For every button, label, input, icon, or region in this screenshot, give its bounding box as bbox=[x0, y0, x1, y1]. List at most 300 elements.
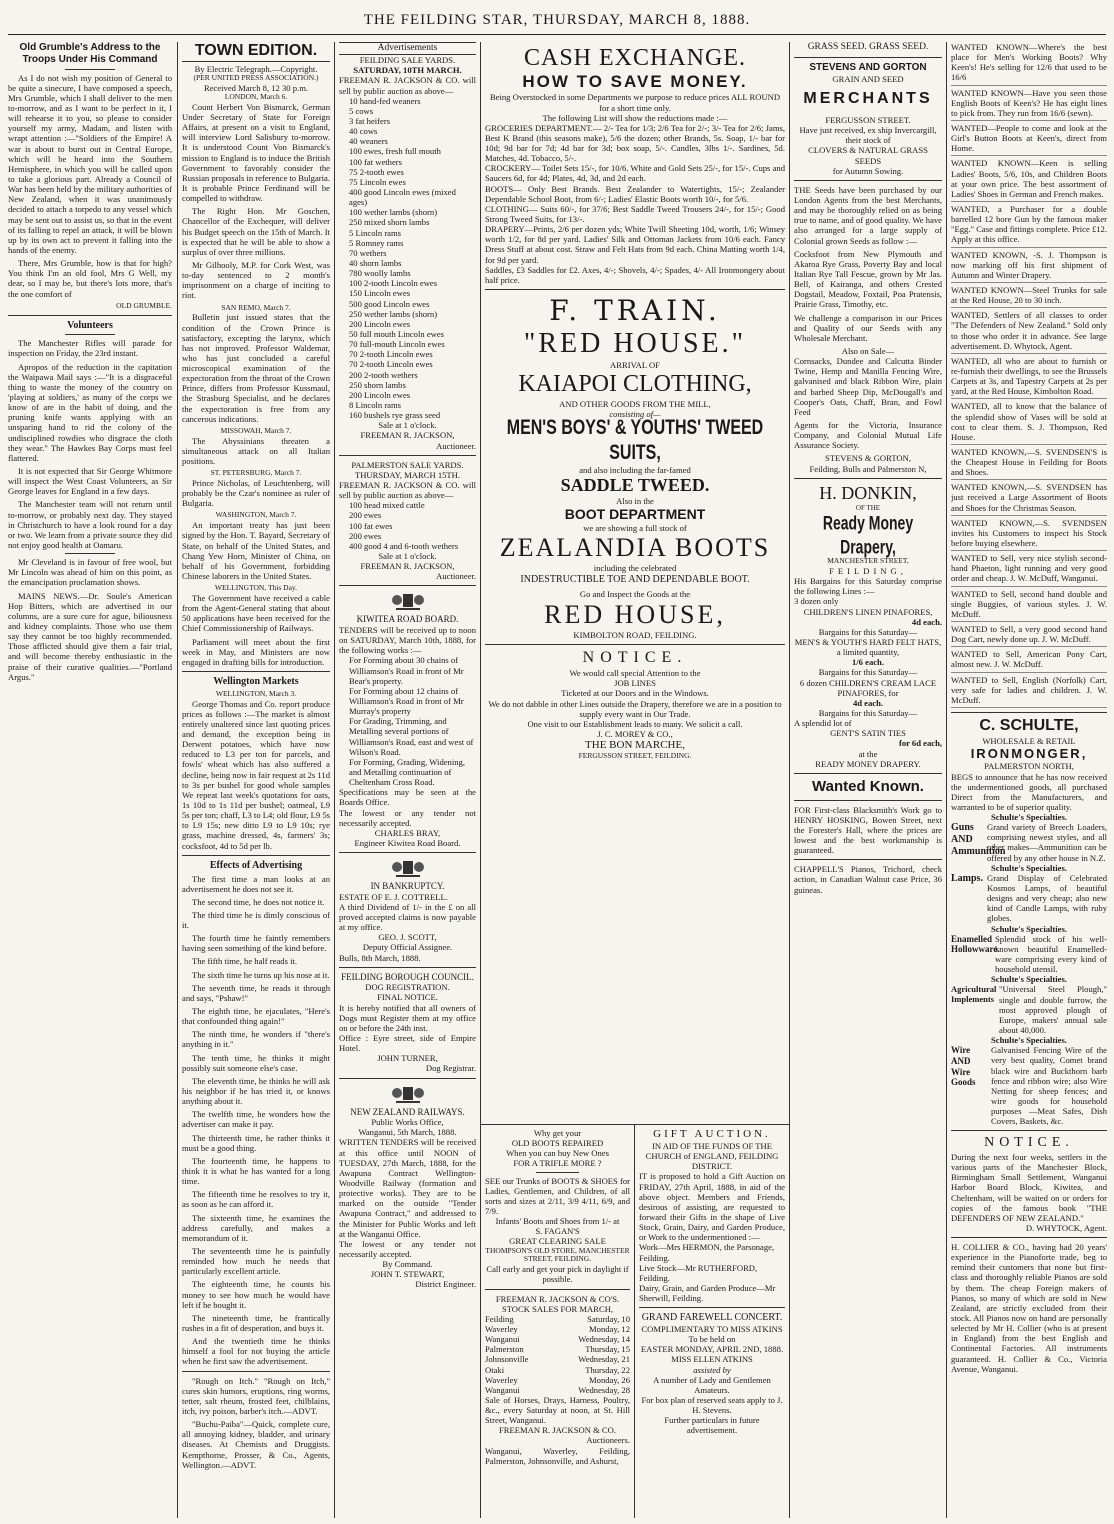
sale-item: 10 hand-fed weaners bbox=[349, 95, 421, 106]
fj-sale-row bbox=[485, 1334, 630, 1344]
divider bbox=[794, 859, 942, 860]
divider bbox=[65, 553, 114, 554]
news-paragraph: The Right Hon. Mr Goschen, Chancellor of the Exchequer, will deliver his Budget speech on the 15th of March. It is expected that he will be able to show a surplus of over three millions. bbox=[182, 206, 330, 257]
at-the: at the bbox=[858, 748, 878, 759]
fj-date: Wednesday, 21 bbox=[578, 1354, 630, 1365]
specialties: Schulte's Specialties. bbox=[991, 974, 1067, 985]
gift-title: GIFT AUCTION. bbox=[653, 1128, 771, 1140]
bargains: Bargains for this Saturday— bbox=[818, 667, 918, 678]
satin-ties: GENT'S SATIN TIES bbox=[830, 728, 906, 739]
fagan-sale: GREAT CLEARING SALE bbox=[509, 1236, 606, 1247]
sale-item: 200 Lincoln ewes bbox=[349, 389, 411, 400]
concert-plan: For box plan of reserved seats apply to J. H. Stevens. bbox=[641, 1395, 783, 1416]
price: 4d each. bbox=[911, 616, 942, 627]
sale-item: 70 wethers bbox=[349, 247, 387, 258]
notice-title: NOTICE. bbox=[582, 649, 688, 667]
notice-line: We do not dabble in other Lines outside the Drapery, therefore we are in a position to supply every want in Our Trade. bbox=[488, 698, 782, 719]
advertising-line: The seventeenth time he is painfully reminded how much he needs that particularly excellent article. bbox=[182, 1246, 330, 1277]
council-sign: JOHN TURNER, bbox=[377, 1053, 438, 1064]
ads-header: Advertisements bbox=[339, 42, 476, 55]
fj-date: Thursday, 22 bbox=[585, 1364, 630, 1375]
cash-exchange-subtitle: HOW TO SAVE MONEY. bbox=[522, 72, 748, 92]
fj-places: Wanganui, Waverley, Feilding, Palmerston, Johnsonville, and Ashurst, bbox=[485, 1445, 630, 1466]
notice-title: NOTICE. bbox=[984, 1135, 1074, 1151]
sg-places: Feilding, Bulls and Palmerston N, bbox=[809, 463, 927, 474]
railways-sub: Public Works Office, bbox=[371, 1117, 444, 1128]
sale-item: 50 full mouth Lincoln ewes bbox=[349, 329, 444, 339]
fj-place: Waverley bbox=[485, 1374, 518, 1385]
railways-text: WRITTEN TENDERS will be received at this office until NOON of TUESDAY, 27th March, 1888, for the Awapuna Contract Wellington-Woodville Railway (formation and protective works). They are to be marked on the outside "Tender Awapuna Contract," and addressed to the Minister for Public Works and left at the Wanganui Office. bbox=[339, 1137, 476, 1239]
fj-sale-row bbox=[485, 1375, 630, 1385]
masthead bbox=[0, 0, 1114, 40]
fagan-name: S. FAGAN'S bbox=[535, 1226, 580, 1237]
cash-groceries: GROCERIES DEPARTMENT.— 2/- Tea for 1/3; 2/6 Tea for 2/-; 3/- Tea for 2/6; Jams, Best K Brand (this seasons make), 5/6 the dozen; other Brands, 5s. Soap, 1/- bar for 10d; 9d bar for 7d; 4d bar for 3d; box soap, 5/-. Candles, 3lbs 1/-. Sardines, 5d. Matches, 4d. Tobacco, 5/-. bbox=[485, 122, 785, 164]
bankruptcy-sign: GEO. J. SCOTT, bbox=[378, 932, 437, 943]
gift-stock: Live Stock—Mr RUTHERFORD, Feilding. bbox=[639, 1262, 758, 1283]
autumn: for Autumn Sowing. bbox=[832, 165, 904, 176]
kiwitea-spec: Specifications may be seen at the Boards Office. bbox=[339, 787, 476, 808]
column-advertisements bbox=[339, 42, 476, 1518]
fj-text: Sale of Horses, Drays, Harness, Poultry, &c., every Saturday at noon, at St. Hill Street, Wanganui. bbox=[485, 1394, 630, 1426]
donkin-name: H. DONKIN, bbox=[819, 482, 917, 503]
dateline: SAN REMO, March 7. bbox=[221, 302, 291, 312]
column-rule bbox=[634, 1124, 635, 1518]
kaiapoi-clothing: KAIAPOI CLOTHING, bbox=[518, 371, 752, 398]
news-paragraph: Bulletin just issued states that the condition of the Crown Prince is satisfactory, excepting the larynx, which has not improved. Professor Waldemar, who has just concluded a careful microscopical examination of the expectoration from the throat of the Crown Prince, differs from Professor Kussmaul, the Strasburg Specialist, and he declares the expectoration is free from any cancerous indications. bbox=[182, 312, 330, 424]
council-title: FEILDING BOROUGH COUNCIL. bbox=[341, 971, 474, 982]
divider bbox=[794, 800, 942, 801]
kiwitea-title: KIWITEA ROAD BOARD. bbox=[356, 614, 459, 625]
divider bbox=[480, 1124, 790, 1125]
advertising-line: The sixth time he turns up his nose at it. bbox=[192, 969, 330, 980]
misc-paragraph: MAINS NEWS.—Dr. Soule's American Hop Bitters, which are advertised in our columns, are a sure cure for ague, biliousness and kidney complaints. Those who use them say they cannot be too highly recommended. Those afflicted should give them a fair trial, and will become thereby enthusiastic in the praise of their curative qualities.—"Portland Argus." bbox=[8, 590, 172, 682]
wanted-ad: WANTED to Sell, second hand double and single Buggies, of various styles. J. W. McDuff. bbox=[951, 589, 1107, 622]
wanted-ad: WANTED KNOWN—Keen is selling Ladies' Boots, 5/6, 10s, and Children Boots at your own price. The best assortment of Ladies' Shoes in German and French makes. bbox=[951, 158, 1107, 202]
royal-crest-icon bbox=[388, 1083, 428, 1105]
advertising-line: And the twentieth time he thinks himself a fool for not buying the article when he first saw the advertisement. bbox=[182, 1336, 330, 1367]
advertising-line: The twelfth time, he wonders how the advertiser can make it pay. bbox=[182, 1109, 330, 1130]
divider bbox=[339, 1078, 476, 1079]
concert-further: Further particulars in future advertisement. bbox=[664, 1415, 760, 1436]
wanted-ad: WANTED to Sell, English (Norfolk) Cart, very safe for ladies and children. J. W. McDuff. bbox=[951, 675, 1107, 708]
wanted-ad: WANTED KNOWN, -S. J. Thompson is now marking off his first shipment of Autumn and Winter Drapery. bbox=[951, 250, 1107, 283]
concert-assisted: assisted by bbox=[693, 1364, 731, 1375]
pinafores: CHILDREN'S LINEN PINAFORES, bbox=[803, 606, 933, 617]
divider bbox=[639, 1307, 785, 1308]
council-sub: DOG REGISTRATION. bbox=[365, 982, 450, 993]
goods-at: Go and Inspect the Goods at the bbox=[579, 589, 691, 600]
gift-work: Work—Mrs HERMON, the Parsonage, Feilding. bbox=[639, 1242, 775, 1263]
kiwitea-item: For Forming, Grading, Widening, and Metalling continuation of Cheltenham Cross Road. bbox=[349, 756, 465, 788]
fj-sale-row bbox=[485, 1344, 630, 1354]
fj-place: Waverley bbox=[485, 1323, 518, 1334]
railways-title: NEW ZEALAND RAILWAYS. bbox=[350, 1106, 465, 1117]
cash-exchange-title: CASH EXCHANGE. bbox=[523, 45, 746, 71]
council-text: It is hereby notified that all owners of Dogs must Register them at my office on or before the 24th inst. bbox=[339, 1002, 476, 1033]
fagan-call: Call early and get your pick in daylight if possible. bbox=[486, 1264, 629, 1285]
merchants: MERCHANTS bbox=[803, 90, 933, 108]
sale-item: 75 Lincoln ewes bbox=[349, 176, 406, 187]
divider bbox=[794, 180, 942, 181]
column-rule bbox=[177, 42, 178, 1518]
sale-date: SATURDAY, 10TH MARCH. bbox=[353, 65, 462, 76]
advertising-line: The eighth time, he ejaculates, "Here's that confounded thing again!" bbox=[182, 1006, 330, 1027]
wanted-ads-list bbox=[951, 42, 1107, 708]
clovers: CLOVERS & NATURAL GRASS SEEDS bbox=[808, 145, 928, 166]
fj-place: Otaki bbox=[485, 1364, 505, 1375]
felt-hats: MEN'S & YOUTH'S HARD FELT HATS, a limited quantity, bbox=[794, 637, 942, 658]
royal-crest-icon bbox=[388, 857, 428, 879]
fj-place: Johnsonville bbox=[485, 1354, 529, 1365]
wanted-ad: WANTED KNOWN,—S. SVENDSEN has just received a Large Assortment of Boots and Shoes for the Christmas Season. bbox=[951, 482, 1107, 515]
fj-date: Monday, 12 bbox=[589, 1323, 630, 1334]
of-the: OF THE bbox=[855, 503, 881, 512]
bankruptcy-text: A third Dividend of 1/- in the £ on all proved accepted claims is now payable at my office. bbox=[339, 901, 476, 933]
article-paragraph: There, Mrs Grumble, how is that for high? You think I'm an old fool, Mrs G Well, my dear, so I may be, but there's lots more, that's the one comfort of bbox=[8, 258, 172, 299]
column-rule bbox=[789, 42, 790, 1518]
arrival: ARRIVAL OF bbox=[610, 360, 660, 371]
volunteers-paragraph: The Manchester team will not return until to-morrow, or probably next day. They stayed in Christchurch to have a look round for a day or two. We learn from a private source they did not enjoy good health at Oamaru. bbox=[8, 499, 172, 550]
also-in: Also in the bbox=[616, 495, 654, 506]
gift-aid: IN AID OF THE FUNDS OF THE CHURCH of ENGLAND, FEILDING DISTRICT. bbox=[645, 1140, 779, 1172]
guns-label: Guns AND Ammunition bbox=[951, 822, 1006, 857]
advertising-line: The fifth time, he half reads it. bbox=[192, 956, 297, 967]
fj-date: Wednesday, 14 bbox=[578, 1334, 630, 1345]
cash-boots: BOOTS— Only Best Brands. Best Zealander to Watertights, 15/-; Zealander Dependable School Boot, from 6/-; Ladies' Elastic Boots worth 10/-, for 5/6. bbox=[485, 183, 785, 204]
wanted-ad: WANTED KNOWN—Steel Trunks for sale at the Red House, 20 to 30 inch. bbox=[951, 285, 1107, 308]
bargains: Bargains for this Saturday— bbox=[818, 626, 918, 637]
sale-title: FEILDING SALE YARDS. bbox=[359, 55, 456, 66]
mill: AND OTHER GOODS FROM THE MILL, bbox=[559, 398, 711, 409]
kiwitea-sign: CHARLES BRAY, bbox=[374, 827, 441, 838]
column-stevens-donkin bbox=[794, 42, 942, 1518]
cocksfoot: Cocksfoot from New Plymouth and Akaroa Rye Grass, Poverty Bay and local Italian Rye Tall Fescue, grown by Mr Jas. Bell, of Kairanga, and others Crested Dogstail, Meadow, Foxtail, Poa Pratensis, Prairie Grass, Timothy, etc. bbox=[794, 248, 942, 310]
divider bbox=[339, 967, 476, 968]
markets-paragraph: George Thomas and Co. report produce prices as follows :—The market is almost entirely unaltered since last quoting prices and demand, the exception being in Derwent potatoes, which have now reduced to L3 per ton for parcels, and fowls' wheat which has also suffered a decline, being now in fair request at 2s 11d to 3s per bushel for good whole samples We repeat last week's quotations for oats, 1s 10d to 1s 11d per bushel; oatmeal, L9 5s per ton; chaff, L3 to L4; old flour, L9 5s to L9 15s; new ditto L9 to L9 10s; rye grass, machine dressed, 4s, farmers' 3s; cocksfoot, 4d to 5d per lb. bbox=[182, 698, 330, 851]
council-role: Dog Registrar. bbox=[425, 1063, 476, 1074]
fj-place: Palmerston bbox=[485, 1344, 524, 1355]
schulte-agricultural bbox=[951, 984, 1107, 1035]
sale-item: 500 good Lincoln ewes bbox=[349, 298, 430, 309]
specialties: Schulte's Specialties. bbox=[991, 812, 1067, 823]
notice-sign: J. C. MOREY & CO., bbox=[597, 729, 673, 740]
column-grumble bbox=[8, 42, 172, 1518]
cash-intro: Being Overstocked in some Departments we purpose to reduce prices ALL ROUND for a short time only. bbox=[489, 92, 781, 113]
enamelled-label: Enamelled Hollowware. bbox=[951, 933, 1000, 955]
cream-pinafores: 6 dozen CHILDREN'S CREAM LACE PINAFORES, for bbox=[799, 677, 937, 698]
royal-crest-icon bbox=[388, 590, 428, 612]
advertising-line: The ninth time, he wonders if "there's anything in it." bbox=[182, 1029, 330, 1050]
bankruptcy-estate: ESTATE OF E. J. COTTRELL. bbox=[339, 891, 448, 902]
agency: (PER UNITED PRESS ASSOCIATION.) bbox=[193, 73, 319, 83]
advertising-line: The seventh time, he reads it through and says, "Pshaw!" bbox=[182, 982, 330, 1003]
news-paragraph: The Abyssinians threaten a simultaneous attack on all Italian positions. bbox=[182, 435, 330, 467]
dateline: MISSOWAH, March 7. bbox=[220, 425, 292, 435]
advertising-line: The fourteenth time, he happens to think it is what he has wanted for a long time. bbox=[182, 1155, 330, 1187]
guns-text: Grand variety of Breech Loaders, comprising newest styles, and all other makes—Ammunition can be offered by any other house in N.Z. bbox=[987, 822, 1107, 863]
buchu-paiba-ad: "Buchu-Paiba"—Quick, complete cure, all annoying kidney, bladder, and urinary diseases. At Chemists and Druggists. Kempthorne, Prosser, & Co., Agents, Wellington.—ADVT. bbox=[182, 1419, 330, 1470]
news-paragraph: Count Herbert Von Bismarck, German Under Secretary of State for Foreign Affairs, at present on a visit to England, will interview Lord Salisbury to-morrow. It is understood Count Von Bismarck's mission to England is to induce the British Government to favorably consider the Russian proposals in reference to Bulgaria. It is probable Prince Ferdinand will be compelled to withdraw. bbox=[182, 101, 330, 204]
sale-date: THURSDAY, MARCH 15TH. bbox=[354, 469, 461, 480]
sale-item: 100 fat ewes bbox=[349, 520, 393, 531]
divider bbox=[339, 852, 476, 853]
divider bbox=[794, 773, 942, 774]
kiwitea-item: For Grading, Trimming, and Metalling several portions of Williamson's Road, east and west of Wilson's Road. bbox=[349, 716, 474, 757]
stevens-gorton: STEVENS AND GORTON bbox=[809, 62, 927, 74]
sale-item: 8 Lincoln rams bbox=[349, 399, 402, 410]
sale-item: 100 head mixed cattle bbox=[349, 500, 425, 511]
advertising-line: The eleventh time, he thinks he will ask his neighbor if he has tried it, or knows anything about it. bbox=[182, 1075, 330, 1107]
fj-place: Wanganui bbox=[485, 1384, 520, 1395]
wholesale: WHOLESALE & RETAIL bbox=[982, 735, 1076, 746]
volunteers-title: Volunteers bbox=[67, 319, 113, 331]
centre-advertisements bbox=[485, 42, 785, 1118]
fagan-trifle: FOR A TRIFLE MORE ? bbox=[513, 1158, 602, 1169]
wanted-known-title: Wanted Known. bbox=[812, 777, 924, 795]
fagan-infants: Infants' Boots and Shoes from 1/- at bbox=[495, 1216, 620, 1227]
saddle-tweed: SADDLE TWEED. bbox=[560, 474, 710, 495]
cash-clothing: CLOTHING— Suits 60/-, for 37/6; Best Saddle Tweed Trousers 24/-, for 15/-; Good Strong Tweed Suits, for 13/-. bbox=[485, 203, 785, 225]
fagan-address: THOMPSON'S OLD STORE, MANCHESTER STREET, FEILDING. bbox=[485, 1245, 630, 1264]
specialties: Schulte's Specialties. bbox=[991, 923, 1067, 934]
sale-item: 3 fat heifers bbox=[349, 116, 391, 127]
dateline: WASHINGTON, March 7. bbox=[215, 510, 297, 520]
notice-sign: D. WHYTOCK, Agent. bbox=[1025, 1222, 1107, 1233]
volunteers-paragraph: Apropos of the reduction in the capitation the Waipawa Mail says :—"It is a disgraceful thing to waste the money of the country on 'playing at soldiers,' as many of the corps we know of are in the habit of doing, and the pruning knife wants applying with an unsparing hand to rid the colony of the undisciplined rowdies who disgrace the cloth they wear." The Hawkes Bay Corps must feel flattered. bbox=[8, 361, 172, 463]
column-rule bbox=[480, 42, 481, 1518]
cornsacks: Cornsacks, Dundee and Calcutta Binder Twine, Hemp and Manilla Fencing Wire, galvanised and black Ribbon Wire, plain and barbed Sheep Dip, McDougall's and Cooper's Oats, Chaff, Bran, and Fowl Feed bbox=[794, 356, 942, 417]
gift-dairy: Dairy, Grain, and Garden Produce—Mr Sherwill, Feilding. bbox=[639, 1282, 776, 1304]
sale-item: 400 good 4 and 6-tooth wethers bbox=[349, 540, 459, 551]
wanted-ad: WANTED to Sell, a very good second hand Dog Cart, newly done up. J. W. McDuff. bbox=[951, 624, 1107, 647]
kiwitea-lowest: The lowest or any tender not necessarily accepted. bbox=[339, 807, 476, 828]
divider bbox=[8, 315, 172, 316]
council-sub2: FINAL NOTICE. bbox=[377, 992, 438, 1003]
sale-intro: FREEMAN R. JACKSON & CO. will sell by public auction as above— bbox=[339, 75, 476, 96]
cash-crockery: CROCKERY— Toilet Sets 15/-, for 10/6. White and Gold Sets 25/-, for 15/-. Cups and Saucers 6d, for 4d; Plates, 4d, 3d, and 2d each. bbox=[485, 163, 785, 184]
fj-place: Wanganui bbox=[485, 1334, 520, 1345]
fagan-see: SEE our Trunks of BOOTS & SHOES for Ladies, Gentlemen, and Children, of all sorts and sizes at 2/11, 3/9 4/11, 6/9, and 7/9. bbox=[485, 1175, 630, 1216]
notice-text: During the next four weeks, settlers in the various parts of the Manchester Block, Birmingham Small Settlement, Wanganui Harbor Board Block, Kiwitea, and Cheltenham, will be waited on or orders for copies of the famous book "THE DEFENDERS OF NEW ZEALAND." bbox=[951, 1151, 1107, 1223]
sale-item: 100 2-tooth Lincoln ewes bbox=[349, 278, 438, 289]
sale-item: 40 shorn lambs bbox=[349, 258, 402, 269]
divider bbox=[485, 289, 785, 290]
sale-sign: FREEMAN R. JACKSON, bbox=[360, 430, 455, 441]
divider bbox=[951, 712, 1107, 713]
enamelled-text: Splendid stock of his well-known beautiful Enamelled-ware comprising every kind of household utensil. bbox=[995, 933, 1107, 975]
celebrated: including the celebrated bbox=[593, 563, 677, 574]
gift-text: IT is proposed to hold a Gift Auction on FRIDAY, 27th April, 1888, in aid of the above object. Members and Friends, desirous of assisting, are requested to forward their Gifts in the shape of Live Stock, Grain, Dairy, and Garden Produce, or Work to the undermentioned :— bbox=[639, 1171, 785, 1243]
divider bbox=[182, 855, 330, 856]
article-title: Old Grumble's Address to the Troops Under His Command bbox=[19, 42, 161, 65]
cash-list-intro: The following List will show the reductions made :— bbox=[542, 112, 728, 123]
divider bbox=[339, 585, 476, 586]
wanted-ad: WANTED KNOWN—Where's the best place for Men's Working Boots? Why Keen's! He's selling for 12/6 that used to be 16/6 bbox=[951, 42, 1107, 86]
wanted-ad: WANTED, all who are about to furnish or re-furnish their dwellings, to see the Brussels Carpets at 3s, and Tapestry Carpets at 2s per yard, at the Red House, Kimbolton Road. bbox=[951, 356, 1107, 400]
kiwitea-role: Engineer Kiwitea Road Board. bbox=[354, 837, 461, 848]
advertising-line: The fifteenth time he resolves to try it, as soon as he can afford it. bbox=[182, 1189, 330, 1210]
sale-item: 5 Lincoln rams bbox=[349, 227, 402, 238]
sale-item: 780 woolly lambs bbox=[349, 268, 411, 279]
sg-sign: STEVENS & GORTON, bbox=[825, 453, 911, 464]
sale-item: 200 ewes bbox=[349, 510, 382, 521]
sale-item: 160 bushels rye grass seed bbox=[349, 410, 441, 421]
notice-line: One visit to our Establishment leads to many. We solicit a call. bbox=[527, 718, 743, 729]
fagan-jackson-ads bbox=[485, 1128, 630, 1518]
specialties: Schulte's Specialties. bbox=[991, 1035, 1067, 1046]
advertising-title: Effects of Advertising bbox=[209, 859, 303, 871]
sale-item: 70 2-tooth Lincoln ewes bbox=[349, 359, 433, 370]
divider bbox=[536, 1172, 580, 1173]
also-sale: Also on Sale— bbox=[841, 345, 895, 356]
notice-line: We would call special Attention to the bbox=[569, 668, 701, 679]
railways-lowest: The lowest or any tender not necessarily accepted. bbox=[339, 1238, 476, 1259]
sale-role: Auctioneer. bbox=[436, 571, 476, 582]
sale-item: 200 2-tooth wethers bbox=[349, 369, 418, 380]
sale-item: 40 weaners bbox=[349, 136, 388, 147]
sale-items bbox=[339, 500, 476, 551]
news-paragraph: The Government have received a cable from the Agent-General stating that about 50 applications have been received for the Chief Commissionership of Railways. bbox=[182, 592, 330, 634]
indestructible: INDESTRUCTIBLE TOE AND DEPENDABLE BOOT. bbox=[520, 573, 750, 585]
concert-title: GRAND FAREWELL CONCERT. bbox=[641, 1312, 783, 1324]
collier-ad: H. COLLIER & CO., having had 20 years' experience in the Pianoforte trade, beg to remind their customers that none but first-class and thoroughly reliable Pianos are sold by them. The cheap Foreign makers of Pianos, so many of which are sold in New Zealand, are strictly excluded from their stock. All Pianos now on hand are personally selected by Mr H. Collier (who is at present in England) from the best English and Continental Factories. All instruments guaranteed. H. Collier & Co., Victoria Avenue, Wanganui. bbox=[951, 1242, 1107, 1374]
fj-date: Thursday, 15 bbox=[585, 1344, 630, 1355]
schulte-wire bbox=[951, 1045, 1107, 1126]
column-rule bbox=[334, 42, 335, 1518]
advertising-line: The third time he is dimly conscious of it. bbox=[182, 909, 330, 931]
agricultural-text: "Universal Steel Plough," single and double furrow, the most approved plough of Europe, makers' annual sale about 40,000. bbox=[999, 984, 1107, 1036]
full-stock: we are showing a full stock of bbox=[583, 522, 687, 533]
fagan-when: When you can buy New Ones bbox=[506, 1148, 609, 1159]
cash-drapery: DRAPERY—Prints, 2/6 per dozen yds; White Twill Sheeting 10d, worth, 1/6; Winsey worth 1/2, for 8d per yard. Ladies' Silk and Ottoman Jackets from 10/6 each. Fancy Dress Stuff at about cost. Straw and Felt Hats from 9d each. China Matting worth 1/4, for 9d per yard. bbox=[485, 224, 785, 265]
blacksmith-ad: FOR First-class Blacksmith's Work go to HENRY HOSKING, Bowen Street, next the Forester's Hall, where the prices are lowest and the best workmanship is guaranteed. bbox=[794, 804, 942, 856]
consisting: consisting of— bbox=[609, 408, 661, 419]
gift-concert-ads bbox=[639, 1128, 785, 1518]
received-time: Received March 8, 12 30 p.m. bbox=[203, 82, 309, 93]
lamps-label: Lamps. bbox=[951, 872, 983, 884]
kiwitea-item: For Forming about 12 chains of Williamson's Road in front of Mr Murray's property bbox=[349, 685, 464, 717]
sale-item: 150 Lincoln ewes bbox=[349, 288, 411, 299]
wire-text: Galvanised Fencing Wire of the very best quality, Comet brand black wire and Buckthorn barb fence and ribbon wire; also Wire Netting for sheep fences; and wire goods for household purposes —Meat Safes, Dish Covers, Baskets, &c. bbox=[991, 1045, 1107, 1127]
schulte-guns bbox=[951, 822, 1107, 863]
fj-sale-row bbox=[485, 1385, 630, 1395]
ironmonger: IRONMONGER, bbox=[970, 746, 1088, 762]
sale-item: 200 Lincoln ewes bbox=[349, 318, 411, 329]
sale-intro: FREEMAN R. JACKSON & CO. will sell by public auction as above— bbox=[339, 479, 476, 501]
dateline: ST. PETERSBURG, March 7. bbox=[210, 468, 302, 478]
fj-place: Feilding bbox=[485, 1313, 514, 1324]
column-town-edition bbox=[182, 42, 330, 1518]
sale-item: 250 wether lambs (shorn) bbox=[349, 308, 438, 319]
byline: By Electric Telegraph.—Copyright. bbox=[194, 63, 318, 74]
bankruptcy-date: Bulls, 8th March, 1888. bbox=[339, 952, 421, 963]
railways-role: District Engineer. bbox=[415, 1279, 476, 1290]
seeds-paragraph: THE Seeds have been purchased by our London Agents from the best Merchants, and may be thoroughly relied on as being true to name, and of good quality. We have also arranged for a large supply of Colonial grown Seeds as follow :— bbox=[794, 184, 942, 246]
kiwitea-text: TENDERS will be received up to noon on SATURDAY, March 10th, 1888, for the following works :— bbox=[339, 624, 476, 656]
agricultural-label: Agricultural Implements bbox=[951, 984, 997, 1005]
sale-item: 100 wether lambs (shorn) bbox=[349, 207, 438, 218]
dateline: WELLINGTON, This Day. bbox=[214, 583, 298, 593]
divider bbox=[182, 1371, 330, 1372]
fj-sale-row bbox=[485, 1365, 630, 1375]
sale-item: 40 cows bbox=[349, 126, 378, 137]
schulte-lamps bbox=[951, 873, 1107, 924]
price: for 6d each, bbox=[898, 738, 942, 749]
advertising-list bbox=[182, 874, 330, 1367]
lamps-text: Grand Display of Celebrated Kosmos Lamps, of beautiful designs and very cheap; also new kind of Candle Lamps, with ruby globes. bbox=[987, 872, 1107, 924]
schulte-name: C. SCHULTE, bbox=[979, 717, 1079, 735]
fj-role: Auctioneers. bbox=[586, 1435, 630, 1446]
fagan-old: OLD BOOTS REPAIRED bbox=[511, 1138, 604, 1149]
divider bbox=[951, 1130, 1107, 1131]
sale-item: 400 good Lincoln ewes (mixed ages) bbox=[349, 187, 456, 208]
ready-money-drapery: Ready Money Drapery, bbox=[822, 511, 914, 558]
wanted-ad: WANTED KNOWN,—S. SVENDSEN'S is the Cheapest House in Feilding for Boots and Shoes. bbox=[951, 447, 1107, 480]
sale-item: 5 cows bbox=[349, 105, 374, 116]
advertising-line: The second time, he does not notice it. bbox=[192, 896, 325, 907]
cash-saddles: Saddles, £3 Saddles for £2. Axes, 4/-; Shovels, 4/-; Spades, 4/- All Ironmongery about half price. bbox=[485, 264, 785, 285]
wanted-ad: WANTED to Sell, very nice stylish second-hand Phaeton, light running and very good order and cheap. J. W. McDuff, Wanganui. bbox=[951, 553, 1107, 586]
sale-item: 70 full-mouth Lincoln ewes bbox=[349, 339, 445, 350]
sale-item: 200 ewes bbox=[349, 530, 382, 541]
concert-miss: MISS ELLEN ATKINS bbox=[671, 1354, 753, 1365]
have-just: Have just received, ex ship Invercargill, their stock of bbox=[799, 125, 937, 146]
train-title: F. TRAIN. bbox=[549, 294, 721, 328]
masthead-rule bbox=[8, 34, 1106, 35]
railways-date: Wanganui, 5th March, 1888. bbox=[358, 1127, 457, 1138]
volunteers-paragraph: The Manchester Rifles will parade for inspection on Friday, the 23rd instant. bbox=[8, 338, 172, 359]
sale-items bbox=[339, 96, 476, 421]
kiwitea-item: For Forming about 30 chains of Williamson's Road in front of Mr Bear's property. bbox=[349, 655, 464, 686]
fj-date: Wednesday, 28 bbox=[578, 1384, 630, 1395]
grain-seed: GRAIN AND SEED bbox=[832, 74, 904, 84]
sale-item: 75 2-tooth ewes bbox=[349, 166, 404, 177]
divider bbox=[794, 478, 942, 479]
column-wanted-schulte bbox=[951, 42, 1107, 1518]
rough-on-itch-ad: "Rough on Itch." "Rough on Itch," cures skin humors, eruptions, ring worms, tetter, salt rheum, frosted feet, chilblains, itch, ivy poison, barber's itch.—ADVT. bbox=[182, 1375, 330, 1416]
markets-title: Wellington Markets bbox=[213, 675, 299, 687]
sale-time: Sale at 1 o'clock. bbox=[378, 550, 437, 561]
dateline: LONDON, March 6. bbox=[224, 92, 288, 101]
wanted-ad: WANTED to Sell, American Pony Cart, almost new. J. W. McDuff. bbox=[951, 649, 1107, 672]
concert-comp: COMPLIMENTARY TO MISS ATKINS bbox=[641, 1324, 783, 1335]
divider bbox=[485, 644, 785, 645]
zealandia-boots: ZEALANDIA BOOTS bbox=[499, 532, 771, 562]
splendid: A splendid lot of bbox=[794, 718, 852, 729]
boot-department: BOOT DEPARTMENT bbox=[564, 506, 706, 523]
price: 4d each. bbox=[852, 697, 884, 708]
divider bbox=[794, 57, 942, 58]
sale-sign: FREEMAN R. JACKSON, bbox=[360, 561, 455, 572]
sale-item: 250 shorn lambs bbox=[349, 379, 406, 390]
article-paragraph: As I do not wish my position of General to be quite a sinecure, I have composed a speech, Mrs Grumble, which I shall deliver to the men to-morrow, and as I want to be perfect in it, I will rehearse it to you, so please to consider yourself my army, Madam, and listen with wrapt attention :—"Soldiers of the Empire! A war is about to burst out in Central Europe, which will be heard into the Southern Hemisphere, in which you will be called upon to take a glorious part. Already a Council of War has been held by the military authorities of New Zealand, when it was unanimously decided to attach a torpedo to any vessel which may be sent out to assist us, so that in the event of its falling to repel an attack, it will be blown up by its own act to prevent it falling into the hands of the enemy. bbox=[8, 72, 172, 255]
fj-date: Saturday, 10 bbox=[587, 1313, 630, 1324]
fj-title: FREEMAN R. JACKSON & CO'S. STOCK SALES FOR MARCH, bbox=[495, 1293, 620, 1314]
railways-by: By Command. bbox=[382, 1259, 433, 1270]
wanted-ad: WANTED, a Purchaser for a double barrelled 12 bore Gun by the famous maker "Egg." Case and fittings complete. Price £12. Apply at this office. bbox=[951, 204, 1107, 248]
kimbolton-road: KIMBOLTON ROAD, FEILDING. bbox=[573, 630, 697, 641]
notice-street: FERGUSSON STREET, FEILDING. bbox=[578, 751, 692, 761]
sale-role: Auctioneer. bbox=[436, 440, 476, 451]
bargains: His Bargains for this Saturday comprise the following Lines :— bbox=[794, 576, 942, 597]
sale-title: PALMERSTON SALE YARDS. bbox=[351, 459, 464, 470]
divider bbox=[951, 1237, 1107, 1238]
manchester-street: MANCHESTER STREET, bbox=[827, 556, 909, 566]
notice-line: Ticketed at our Doors and in the Windows. bbox=[561, 688, 709, 699]
advertising-line: The nineteenth time, he frantically rushes in a fit of desperation, and buys it. bbox=[182, 1312, 330, 1333]
tweed-suits: MEN'S BOYS' & YOUTHS' TWEED SUITS, bbox=[506, 417, 764, 464]
advertising-line: The eighteenth time, he counts his money to see how much he would have left if he bought it. bbox=[182, 1279, 330, 1310]
